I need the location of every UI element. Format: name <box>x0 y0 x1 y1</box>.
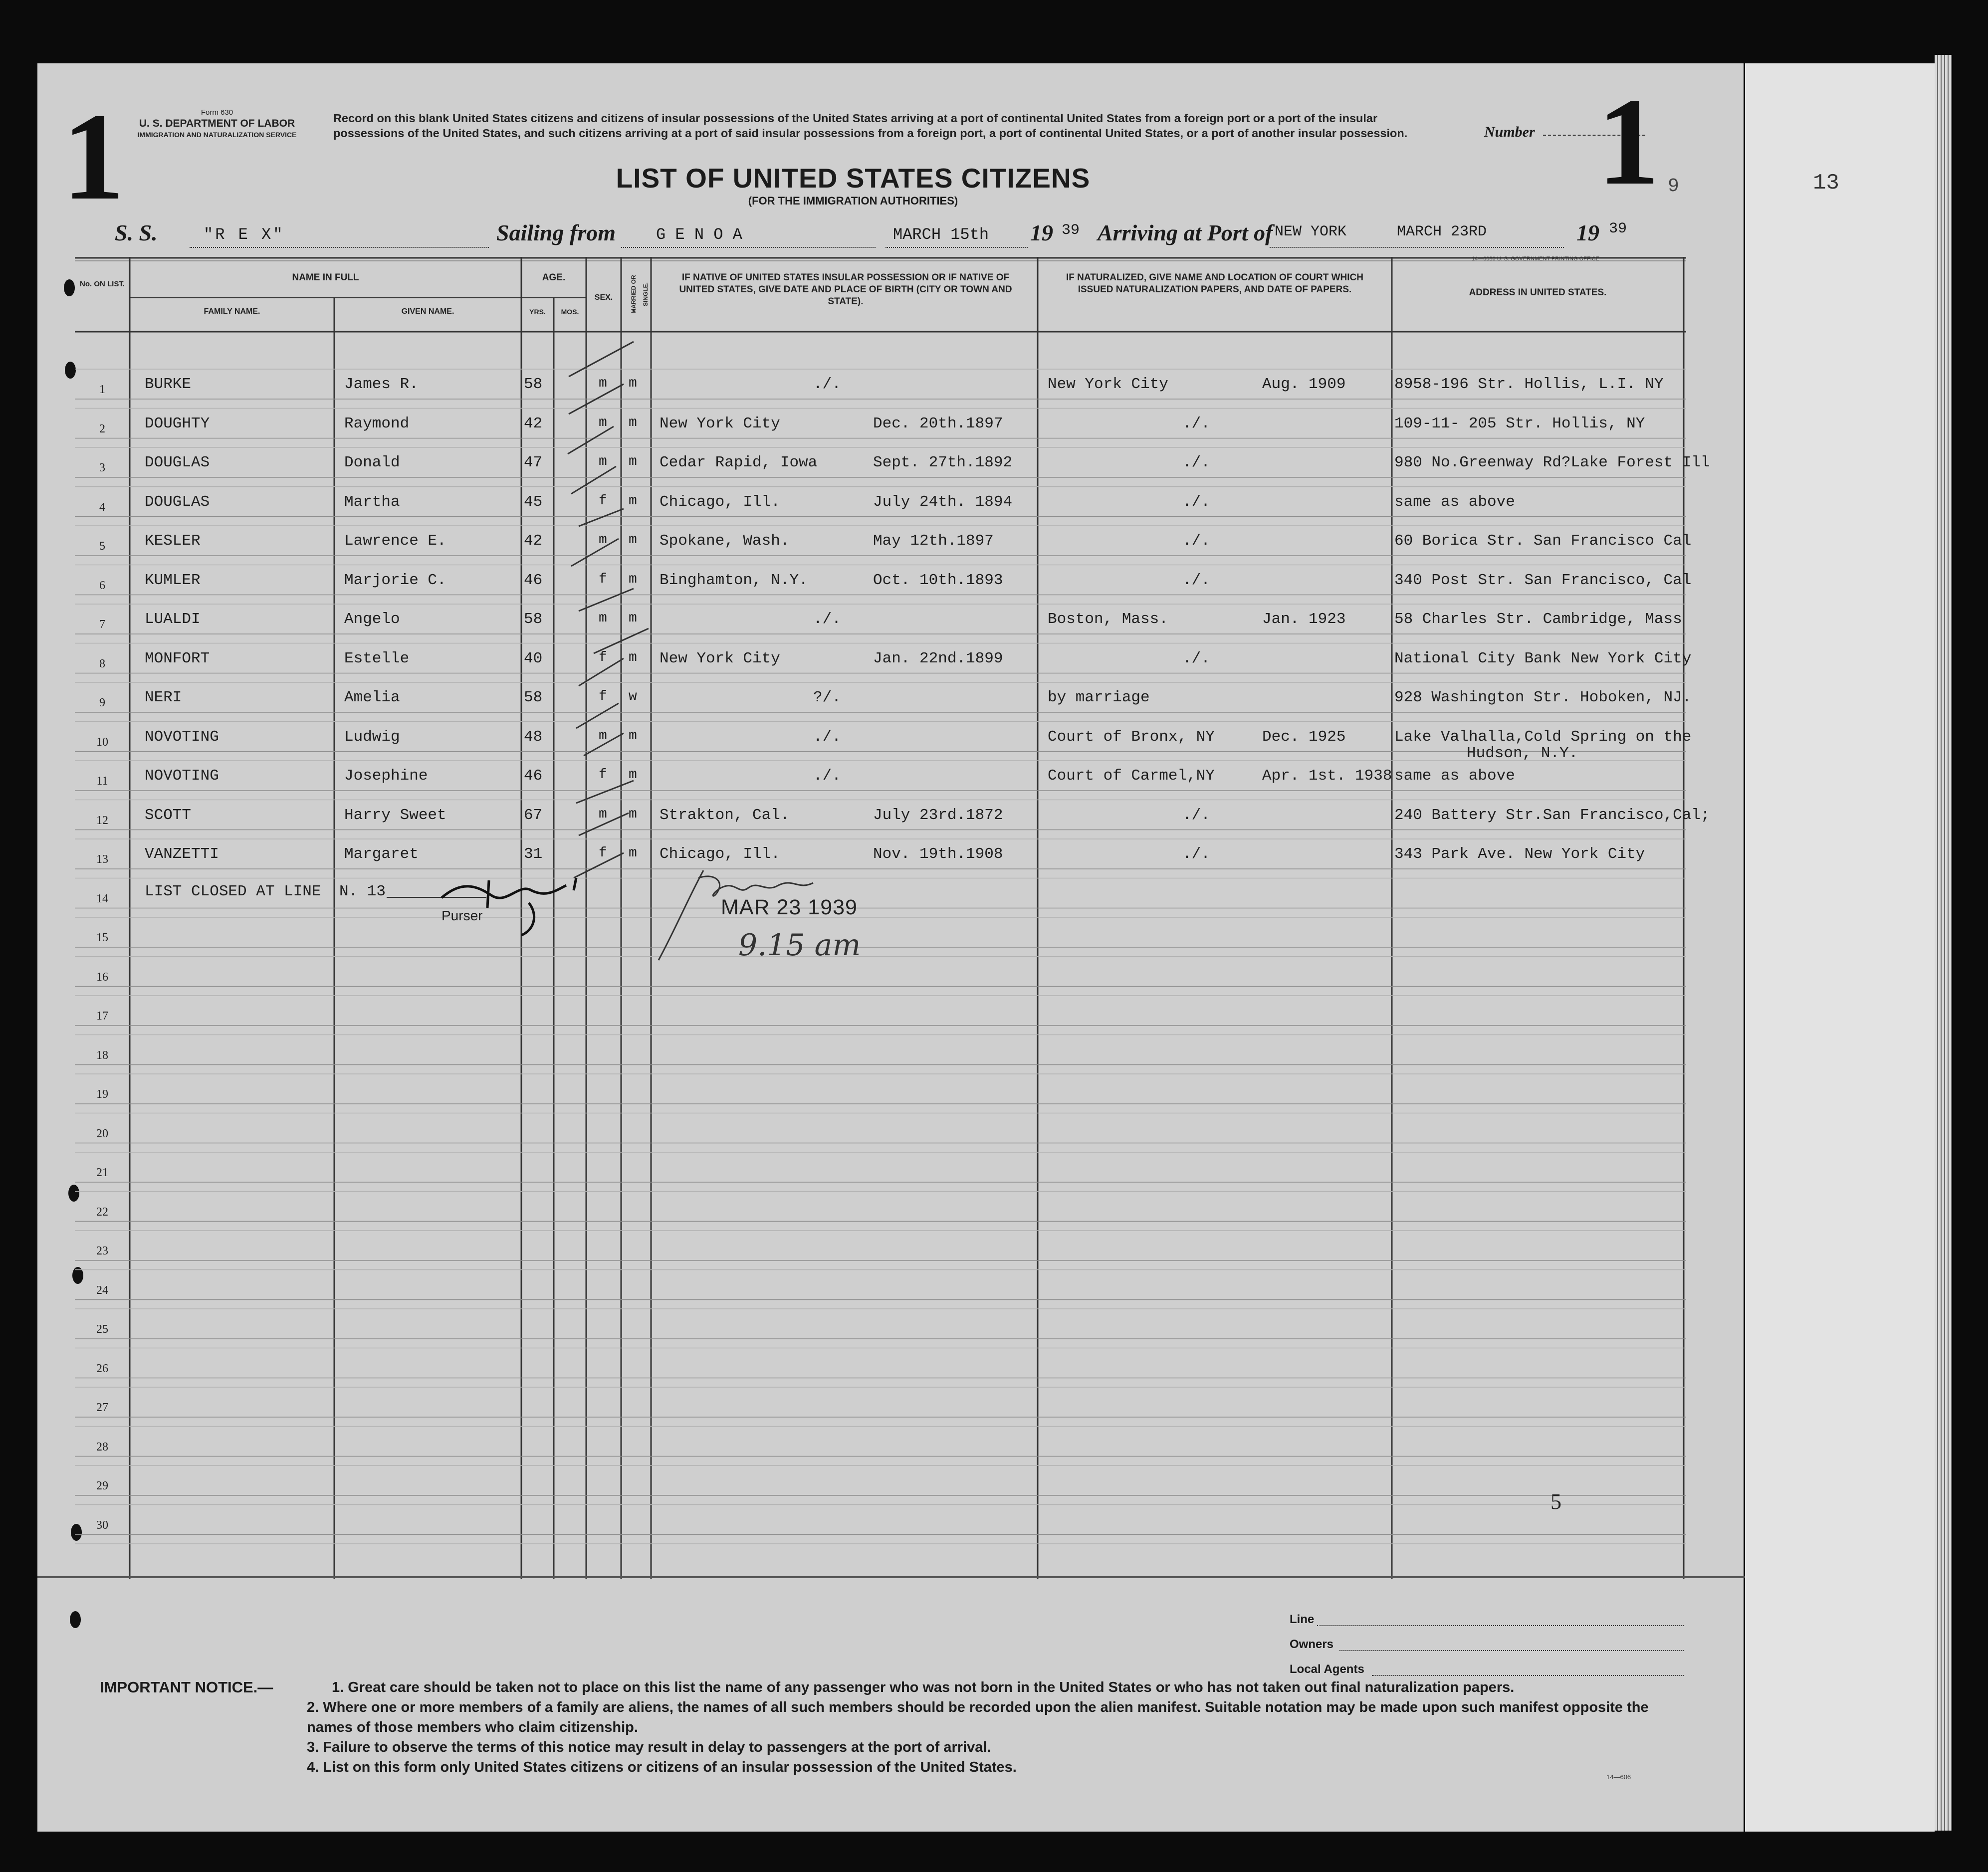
marital-status-cell: m <box>629 728 637 744</box>
address-cell: 60 Borica Str. San Francisco Cal <box>1394 532 1692 550</box>
age-cell: 58 <box>524 689 543 706</box>
ss-label: S. S. <box>115 220 158 245</box>
naturalization-court-cell: Boston, Mass. <box>1048 611 1168 628</box>
naturalization-court-cell: Court of Carmel,NY <box>1048 767 1215 785</box>
sex-cell: f <box>599 845 607 861</box>
form-big-number: 1 <box>62 88 125 226</box>
age-cell: 42 <box>524 415 543 432</box>
row-number: 22 <box>96 1205 108 1219</box>
birth-place-cell: Strakton, Cal. <box>660 806 790 824</box>
sex-cell: m <box>599 806 607 822</box>
sailing-from-label: Sailing from <box>496 220 616 245</box>
header-sex: SEX. <box>594 293 613 302</box>
age-cell: 48 <box>524 728 543 746</box>
marital-status-cell: m <box>629 767 637 783</box>
given-name-cell: Josephine <box>344 767 428 785</box>
naturalization-date-cell: Jan. 1923 <box>1262 611 1346 628</box>
age-cell: 58 <box>524 611 543 628</box>
arrival-stamp-time: 9.15 am <box>738 928 861 963</box>
year-prefix-from: 19 <box>1030 220 1053 245</box>
given-name-cell: Raymond <box>344 415 410 432</box>
family-name-cell: NOVOTING <box>145 728 219 746</box>
row-number: 6 <box>99 579 105 592</box>
address-cell: 928 Washington Str. Hoboken, NJ. <box>1394 689 1692 706</box>
sex-cell: f <box>599 649 607 665</box>
row-number: 4 <box>99 500 105 514</box>
row-number: 25 <box>96 1323 108 1336</box>
row-number: 2 <box>99 422 105 435</box>
birth-date-cell: Sept. 27th.1892 <box>873 454 1013 471</box>
number-label: Number <box>1484 124 1535 140</box>
naturalization-court-cell: ./. <box>1182 571 1210 589</box>
sex-cell: m <box>599 611 607 626</box>
page-mark: 9 <box>1668 176 1679 197</box>
row-number: 3 <box>99 461 105 474</box>
notice-item-1: 1. Great care should be taken not to place on this list the name of any passenger who was not born in the United States or who has not taken out final naturalization papers. <box>332 1679 1515 1695</box>
punch-hole <box>64 279 75 296</box>
family-name-cell: VANZETTI <box>145 845 219 863</box>
row-number: 10 <box>96 735 108 749</box>
birth-place-cell: New York City <box>660 649 780 667</box>
marital-status-cell: m <box>629 493 637 509</box>
given-name-cell: Margaret <box>344 845 419 863</box>
address-cell: 240 Battery Str.San Francisco,Cal; <box>1394 806 1710 824</box>
arriving-label: Arriving at Port of <box>1098 220 1273 245</box>
row-number: 9 <box>99 696 105 709</box>
row-number: 27 <box>96 1401 108 1414</box>
birth-place-cell: Cedar Rapid, Iowa <box>660 454 818 471</box>
birth-date-cell: Dec. 20th.1897 <box>873 415 1003 432</box>
header-months: MOS. <box>561 308 579 316</box>
notice-item-4: 4. List on this form only United States citizens or citizens of an insular possession of the United States. <box>307 1759 1017 1775</box>
address-cell: same as above <box>1394 767 1515 785</box>
birth-place-cell: ./. <box>813 376 841 393</box>
row-number: 14 <box>96 892 108 905</box>
naturalization-court-cell: ./. <box>1182 649 1210 667</box>
address-cell: same as above <box>1394 493 1515 511</box>
year-from: 39 <box>1062 222 1080 239</box>
row-number: 1 <box>99 383 105 396</box>
marital-status-cell: m <box>629 571 637 587</box>
date-from-underline <box>885 246 1028 248</box>
naturalization-date-cell: Apr. 1st. 1938 <box>1262 767 1392 785</box>
row-number: 23 <box>96 1245 108 1257</box>
sex-cell: m <box>599 728 607 744</box>
marital-status-cell: m <box>629 415 637 430</box>
family-name-cell: KESLER <box>145 532 201 550</box>
row-number: 30 <box>96 1518 108 1532</box>
given-name-cell: Lawrence E. <box>344 532 446 550</box>
birth-place-cell: ./. <box>813 728 841 746</box>
marital-status-cell: m <box>629 649 637 665</box>
footer-local-agents-underline <box>1372 1675 1684 1676</box>
header-name-in-full: NAME IN FULL <box>292 272 359 283</box>
address-cell: 980 No.Greenway Rd?Lake Forest Ill <box>1394 454 1710 471</box>
naturalization-court-cell: New York City <box>1048 376 1168 393</box>
family-name-cell: SCOTT <box>145 806 192 824</box>
purser-label: Purser <box>442 908 483 923</box>
notice-code: 14—606 <box>1606 1773 1631 1781</box>
naturalization-date-cell: Dec. 1925 <box>1262 728 1346 746</box>
birth-place-cell: ./. <box>813 767 841 785</box>
age-cell: 46 <box>524 767 543 785</box>
department-name: U. S. DEPARTMENT OF LABOR <box>139 118 295 129</box>
row-number: 24 <box>96 1283 108 1297</box>
page-title: LIST OF UNITED STATES CITIZENS <box>616 163 1091 194</box>
family-name-cell: DOUGHTY <box>145 415 210 432</box>
form-agency-block <box>135 107 299 140</box>
age-cell: 45 <box>524 493 543 511</box>
side-page-number: 13 <box>1813 171 1839 196</box>
naturalization-court-cell: ./. <box>1182 493 1210 511</box>
row-number: 29 <box>96 1479 108 1492</box>
given-name-cell: Angelo <box>344 611 400 628</box>
naturalization-court-cell: ./. <box>1182 454 1210 471</box>
row-number: 19 <box>96 1088 108 1101</box>
family-name-cell: DOUGLAS <box>145 454 210 471</box>
footer-line-underline <box>1317 1625 1684 1626</box>
family-name-cell: NERI <box>145 689 182 706</box>
page-subtitle: (FOR THE IMMIGRATION AUTHORITIES) <box>748 195 958 207</box>
age-cell: 40 <box>524 649 543 667</box>
marital-status-cell: m <box>629 376 637 391</box>
row-number: 28 <box>96 1440 108 1454</box>
notice-item-2: 2. Where one or more members of a family are aliens, the names of all such members should be recorded upon the alien manifest. Suitable notation may be made upon such manifest opposite the names of those members who claim citizenship. <box>307 1699 1649 1735</box>
given-name-cell: Amelia <box>344 689 400 706</box>
birth-date-cell: Jan. 22nd.1899 <box>873 649 1003 667</box>
notice-item-3: 3. Failure to observe the terms of this notice may result in delay to passengers at the port of arrival. <box>307 1739 991 1755</box>
age-cell: 67 <box>524 806 543 824</box>
sex-cell: m <box>599 454 607 469</box>
footer-local-agents-label: Local Agents <box>1290 1663 1364 1676</box>
address-cell: Lake Valhalla,Cold Spring on the <box>1394 728 1692 746</box>
form-number: Form 630 <box>201 108 233 117</box>
service-name: IMMIGRATION AND NATURALIZATION SERVICE <box>137 131 297 139</box>
address-cell: 58 Charles Str. Cambridge, Mass <box>1394 611 1682 628</box>
address-continuation-cell: Hudson, N.Y. <box>1467 744 1578 762</box>
sex-cell: m <box>599 532 607 548</box>
row-number: 17 <box>96 1010 108 1023</box>
age-cell: 47 <box>524 454 543 471</box>
birth-place-cell: Chicago, Ill. <box>660 845 780 863</box>
port-to-underline <box>1270 246 1564 248</box>
record-instructions: Record on this blank United States citizens and citizens of insular possessions of the United States arriving at a port of continental United States from a foreign port or a port of the insular possessions of the United States, and such citizens arriving at a port of said insular possessions from a foreign port, a port of continental United States, or a port of another insular possession. <box>333 112 1408 140</box>
closing-text: LIST CLOSED AT LINE <box>145 883 321 900</box>
given-name-cell: Marjorie C. <box>344 571 446 589</box>
marital-status-cell: m <box>629 806 637 822</box>
given-name-cell: Donald <box>344 454 400 471</box>
birth-date-cell: Oct. 10th.1893 <box>873 571 1003 589</box>
birth-place-cell: Spokane, Wash. <box>660 532 790 550</box>
naturalization-court-cell: ./. <box>1182 806 1210 824</box>
given-name-cell: Martha <box>344 493 400 511</box>
sex-cell: f <box>599 689 607 704</box>
ship-underline <box>190 246 489 248</box>
row-number: 12 <box>96 814 108 827</box>
header-naturalized: IF NATURALIZED, GIVE NAME AND LOCATION OF COURT WHICH ISSUED NATURALIZATION PAPERS, AND DATE OF PAPERS. <box>1066 272 1363 295</box>
ship-name: "R E X" <box>204 225 285 244</box>
family-name-cell: BURKE <box>145 376 192 393</box>
date-to: MARCH 23RD <box>1397 223 1487 240</box>
sex-cell: m <box>599 376 607 391</box>
birth-place-cell: Chicago, Ill. <box>660 493 780 511</box>
row-number: 13 <box>96 853 108 866</box>
punch-hole <box>65 362 76 379</box>
address-cell: 343 Park Ave. New York City <box>1394 845 1645 863</box>
bottom-page-number: 5 <box>1550 1489 1561 1514</box>
given-name-cell: Estelle <box>344 649 410 667</box>
naturalization-court-cell: ./. <box>1182 532 1210 550</box>
port-from: G E N O A <box>656 225 742 244</box>
address-cell: National City Bank New York City <box>1394 649 1692 667</box>
birth-place-cell: Binghamton, N.Y. <box>660 571 808 589</box>
marital-status-cell: m <box>629 845 637 861</box>
marital-status-cell: m <box>629 454 637 469</box>
footer-separator <box>37 1576 1745 1578</box>
footer-owners-underline <box>1339 1650 1684 1651</box>
header-married-single: MARRIED OR SINGLE. <box>630 275 649 314</box>
header-age: AGE. <box>542 272 566 283</box>
row-number: 16 <box>96 970 108 984</box>
punch-hole <box>70 1611 81 1628</box>
notice-item-1-row <box>100 1677 1696 1697</box>
printing-code: 14—6080 U. S. GOVERNMENT PRINTING OFFICE <box>1472 256 1599 262</box>
birth-date-cell: May 12th.1897 <box>873 532 994 550</box>
birth-place-cell: ?/. <box>813 689 841 706</box>
header-family-name: FAMILY NAME. <box>204 307 260 316</box>
birth-date-cell: July 24th. 1894 <box>873 493 1013 511</box>
age-cell: 31 <box>524 845 543 863</box>
row-number: 15 <box>96 931 108 944</box>
family-name-cell: LUALDI <box>145 611 201 628</box>
birth-place-cell: ./. <box>813 611 841 628</box>
header-no-on-list: No. ON LIST. <box>80 280 125 288</box>
header-years: YRS. <box>529 308 546 316</box>
birth-place-cell: New York City <box>660 415 780 432</box>
year-prefix-to: 19 <box>1576 220 1599 245</box>
age-cell: 46 <box>524 571 543 589</box>
adjacent-page <box>1745 63 1935 1832</box>
sex-cell: f <box>599 493 607 509</box>
closing-line-number: N. 13 <box>339 883 386 900</box>
given-name-cell: Ludwig <box>344 728 400 746</box>
row-number: 18 <box>96 1048 108 1062</box>
family-name-cell: DOUGLAS <box>145 493 210 511</box>
list-number-value: 1 <box>1597 73 1660 211</box>
sex-cell: m <box>599 415 607 430</box>
family-name-cell: KUMLER <box>145 571 201 589</box>
family-name-cell: MONFORT <box>145 649 210 667</box>
naturalization-court-cell: Court of Bronx, NY <box>1048 728 1215 746</box>
birth-date-cell: Nov. 19th.1908 <box>873 845 1003 863</box>
sex-cell: f <box>599 767 607 783</box>
header-address: ADDRESS IN UNITED STATES. <box>1469 287 1607 298</box>
citizens-table <box>75 256 1710 1579</box>
purser-signature <box>432 870 596 945</box>
marital-status-cell: w <box>629 689 637 704</box>
family-name-cell: NOVOTING <box>145 767 219 785</box>
row-number: 7 <box>99 618 105 631</box>
age-cell: 42 <box>524 532 543 550</box>
footer-line-label: Line <box>1290 1613 1315 1626</box>
sex-cell: f <box>599 571 607 587</box>
row-number: 21 <box>96 1166 108 1179</box>
date-from: MARCH 15th <box>893 225 989 244</box>
naturalization-court-cell: ./. <box>1182 415 1210 432</box>
address-cell: 8958-196 Str. Hollis, L.I. NY <box>1394 376 1664 393</box>
naturalization-court-cell: ./. <box>1182 845 1210 863</box>
naturalization-date-cell: Aug. 1909 <box>1262 376 1346 393</box>
address-cell: 340 Post Str. San Francisco, Cal <box>1394 571 1692 589</box>
given-name-cell: Harry Sweet <box>344 806 446 824</box>
marital-status-cell: m <box>629 611 637 626</box>
birth-date-cell: July 23rd.1872 <box>873 806 1003 824</box>
naturalization-court-cell: by marriage <box>1048 689 1150 706</box>
row-number: 26 <box>96 1362 108 1375</box>
given-name-cell: James R. <box>344 376 419 393</box>
row-number: 5 <box>99 540 105 553</box>
port-from-underline <box>621 246 876 248</box>
address-cell: 109-11- 205 Str. Hollis, NY <box>1394 415 1645 432</box>
row-number: 20 <box>96 1127 108 1140</box>
arrival-stamp-date: MAR 23 1939 <box>721 895 858 919</box>
marital-status-cell: m <box>629 532 637 548</box>
footer-owners-label: Owners <box>1290 1638 1334 1651</box>
year-to: 39 <box>1609 220 1627 237</box>
row-number: 8 <box>99 657 105 670</box>
row-number: 11 <box>96 775 108 788</box>
header-birth: IF NATIVE OF UNITED STATES INSULAR POSSESSION OR IF NATIVE OF UNITED STATES, GIVE DATE AND PLACE OF BIRTH (CITY OR TOWN AND STATE). <box>679 272 1012 307</box>
port-to: NEW YORK <box>1275 223 1347 240</box>
notice-heading: IMPORTANT NOTICE.— <box>100 1678 273 1696</box>
stacked-page-edges <box>1935 55 1952 1831</box>
important-notice <box>100 1677 1696 1777</box>
age-cell: 58 <box>524 376 543 393</box>
header-given-name: GIVEN NAME. <box>401 307 454 316</box>
